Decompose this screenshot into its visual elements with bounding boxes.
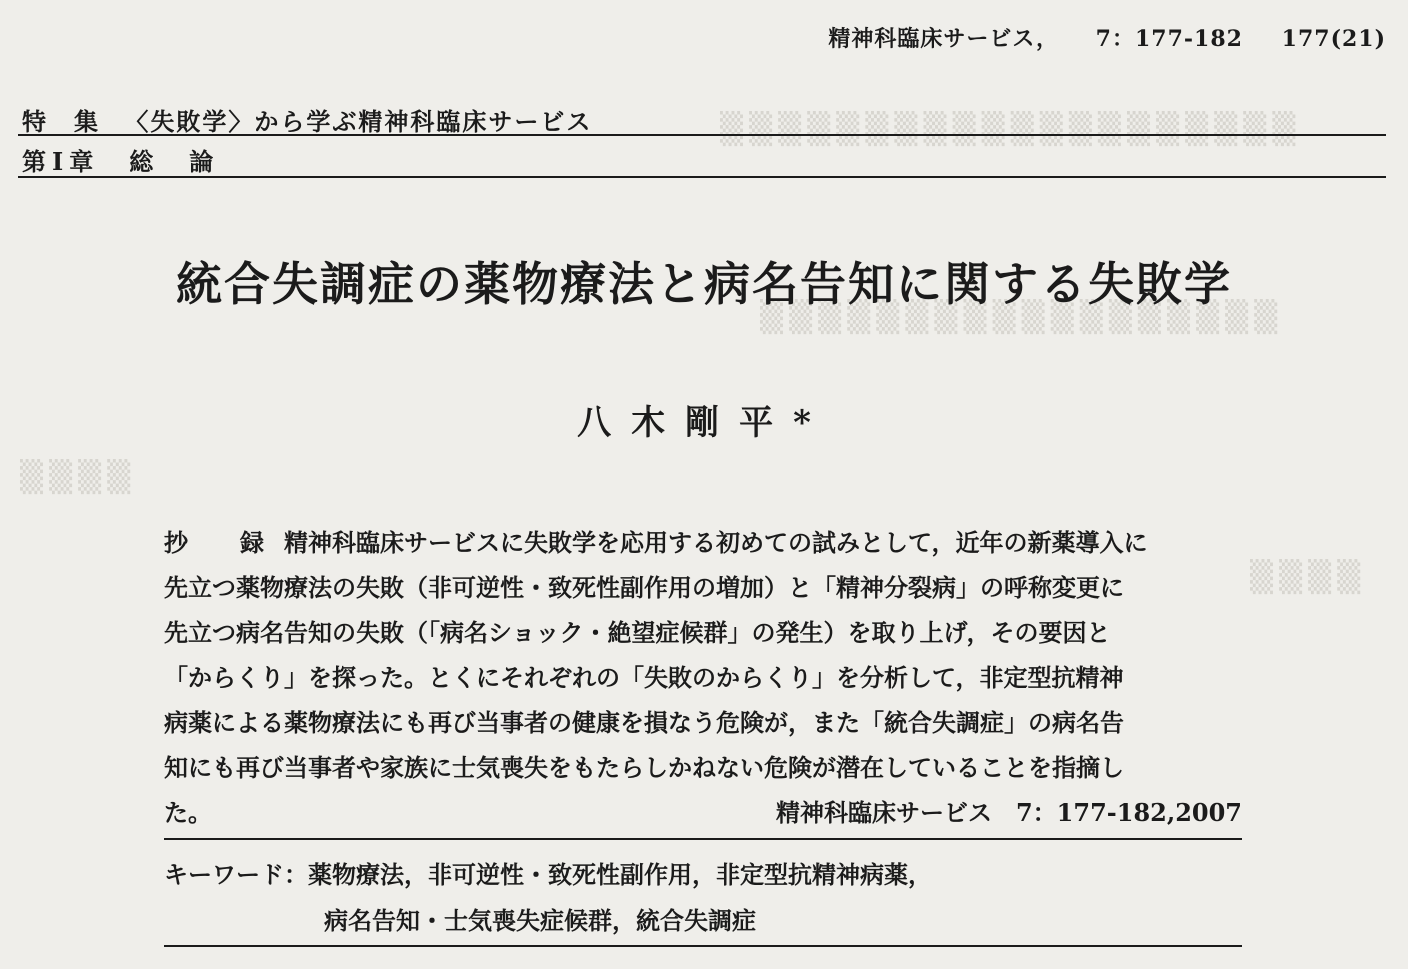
abstract-line bbox=[164, 520, 1242, 565]
keywords-bottom-rule bbox=[164, 945, 1242, 947]
article-title: 統合失調症の薬物療法と病名告知に関する失敗学 bbox=[176, 257, 1232, 311]
abstract-text: た。 bbox=[164, 798, 212, 827]
keywords-line bbox=[164, 852, 932, 898]
keywords-text: 薬物療法，非可逆性・致死性副作用，非定型抗精神病薬， bbox=[308, 860, 932, 889]
bleed-through-texture: ▒▒▒▒ bbox=[1250, 560, 1367, 595]
page-number: 177(21) bbox=[1281, 26, 1386, 52]
keywords-top-rule bbox=[164, 838, 1242, 840]
abstract-line: 「からくり」を探った。とくにそれぞれの「失敗のからくり」を分析して，非定型抗精神 bbox=[164, 663, 1124, 692]
series-divider bbox=[18, 134, 1386, 136]
series-topic: 〈失敗学〉から学ぶ精神科臨床サービス bbox=[124, 107, 593, 136]
keywords bbox=[164, 852, 932, 944]
abstract-line: 病薬による薬物療法にも再び当事者の健康を損なう危険が，また「統合失調症」の病名告 bbox=[164, 708, 1124, 737]
abstract-last-line bbox=[164, 790, 1242, 835]
abstract-line: 知にも再び当事者や家族に士気喪失をもたらしかねない危険が潜在していることを指摘し bbox=[164, 753, 1124, 782]
abstract-line: 先立つ薬物療法の失敗（非可逆性・致死性副作用の増加）と「精神分裂病」の呼称変更に bbox=[164, 573, 1124, 602]
journal-pages: 7：177-182 bbox=[1095, 26, 1243, 52]
bleed-through-texture: ▒▒▒▒ bbox=[20, 460, 137, 495]
abstract-text: 精神科臨床サービスに失敗学を応用する初めての試みとして，近年の新薬導入に bbox=[284, 528, 1148, 557]
abstract-citation: 精神科臨床サービス 7：177-182,2007 bbox=[775, 798, 1242, 827]
chapter-divider bbox=[18, 176, 1386, 178]
chapter-heading: 第Ⅰ章 総 論 bbox=[22, 147, 220, 176]
article-author: 八木剛平* bbox=[577, 403, 831, 443]
running-header bbox=[828, 22, 1386, 53]
journal-name: 精神科臨床サービス， bbox=[828, 26, 1059, 52]
bleed-through-texture: ▒▒▒▒▒▒▒▒▒▒▒▒▒▒▒▒▒▒▒▒ bbox=[720, 112, 1302, 147]
bleed-through-texture: ▒▒▒▒▒▒▒▒▒▒▒▒▒▒▒▒▒▒ bbox=[760, 300, 1284, 335]
abstract bbox=[164, 520, 1242, 835]
series-label: 特 集 bbox=[22, 107, 100, 136]
abstract-line: 先立つ病名告知の失敗（「病名ショック・絶望症候群」の発生）を取り上げ，その要因と bbox=[164, 618, 1111, 647]
keywords-label: キーワード： bbox=[164, 860, 308, 889]
keywords-line: 病名告知・士気喪失症候群，統合失調症 bbox=[324, 906, 756, 935]
series-heading bbox=[22, 102, 592, 137]
abstract-label: 抄 録 bbox=[164, 528, 278, 557]
